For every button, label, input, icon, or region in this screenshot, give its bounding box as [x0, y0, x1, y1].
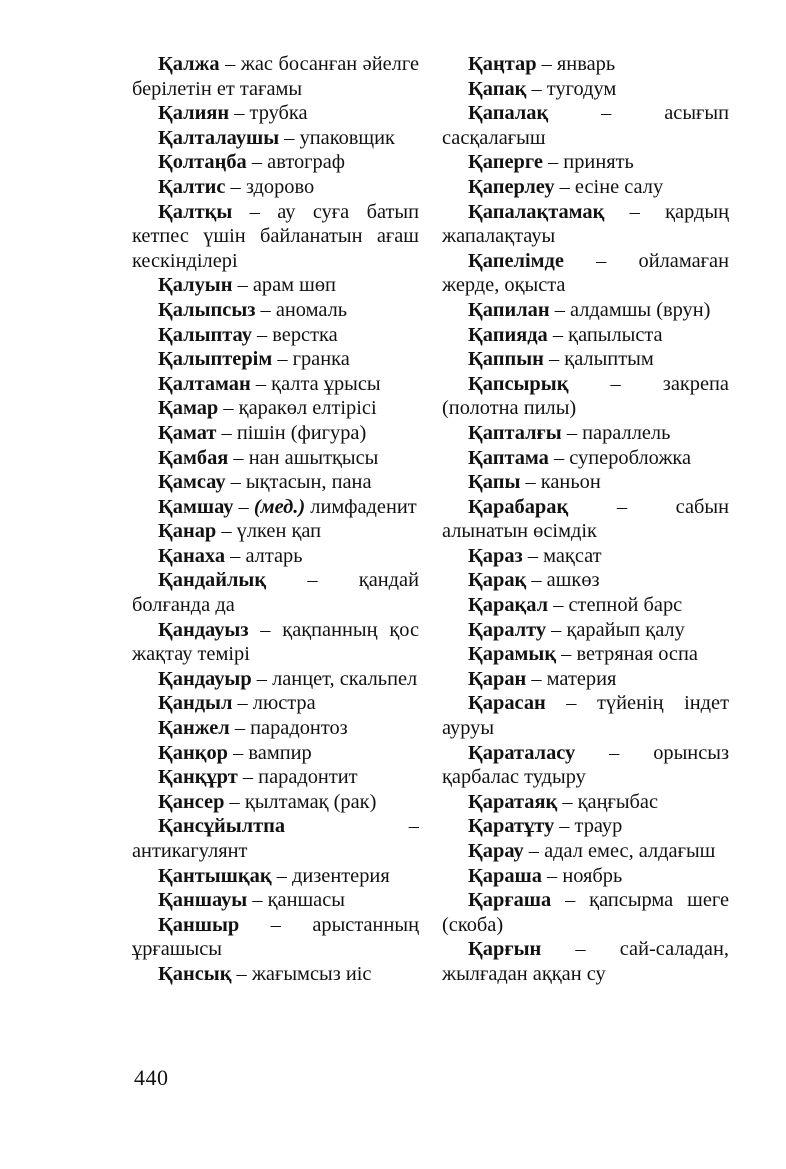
entry-headword: Қарақ [468, 569, 527, 592]
entry-definition: мақсат [543, 544, 602, 567]
entry-definition: люстра [252, 692, 316, 715]
dictionary-entry [442, 323, 729, 348]
entry-separator: – [545, 692, 597, 715]
entry-separator: – [229, 717, 251, 740]
entry-separator: – [546, 618, 567, 641]
dictionary-entry [132, 273, 419, 298]
page-number: 440 [134, 1065, 169, 1090]
entry-headword: Қамбая [158, 446, 229, 469]
entry-separator: – [225, 471, 246, 494]
dictionary-entry [132, 568, 419, 617]
dictionary-entry [132, 298, 419, 323]
entry-definition: алтарь [245, 544, 303, 567]
dictionary-entry [442, 667, 729, 692]
entry-headword: Қандыл [158, 692, 233, 715]
entry-separator: – [225, 175, 246, 198]
entry-headword: Қалталаушы [158, 126, 280, 149]
entry-headword: Қапелімде [468, 249, 564, 272]
dictionary-entry [132, 52, 419, 101]
entry-headword: Қамсау [158, 471, 226, 494]
dictionary-entry [132, 741, 419, 766]
entry-definition: қылтамақ (рак) [244, 790, 377, 813]
entry-definition: тугодум [546, 77, 617, 100]
entry-headword: Қарғаша [468, 889, 552, 912]
entry-definition: январь [556, 53, 616, 75]
dictionary-entry [132, 470, 419, 495]
entry-definition: парадонтоз [250, 717, 348, 740]
entry-definition: алдамшы (врун) [569, 298, 711, 321]
entry-definition: ланцет, скальпел [272, 667, 418, 690]
entry-separator: – [237, 766, 259, 789]
entry-definition: арыстанның ұрғашысы [132, 913, 419, 961]
entry-separator: – [520, 471, 541, 494]
entry-separator: – [526, 667, 547, 690]
entry-definition: закрепа (полотна пилы) [442, 372, 729, 420]
dictionary-entry [442, 347, 729, 372]
entry-headword: Қанқор [158, 741, 229, 764]
entry-separator: – [251, 323, 273, 346]
entry-usage-label: (мед.) [253, 495, 306, 518]
entry-separator: – [604, 200, 666, 223]
entry-definition: қалыптым [564, 348, 654, 371]
entry-headword: Қамар [158, 397, 219, 420]
entry-definition: қалта ұрысы [271, 372, 381, 395]
entry-headword: Қанаха [158, 544, 226, 567]
entry-headword: Қалыпсыз [158, 298, 256, 321]
entry-separator: – [246, 151, 268, 174]
entry-headword: Қалыптау [158, 323, 252, 346]
entry-definition: трубка [249, 102, 308, 125]
entry-definition: қақпанның қос жақтау темірі [132, 618, 419, 666]
dictionary-entry [442, 568, 729, 593]
entry-separator: – [285, 815, 419, 838]
entry-separator: – [228, 741, 249, 764]
entry-definition: қаншасы [267, 889, 345, 912]
entry-separator: – [563, 249, 639, 272]
entry-separator: – [229, 102, 250, 125]
entry-separator: – [548, 446, 570, 469]
entry-headword: Қолтаңба [158, 151, 247, 174]
entry-definition: ау суға батып кетпес үшін байланатын ағаш кескінділері [132, 200, 419, 272]
entry-separator: – [526, 77, 547, 100]
dictionary-entry [442, 175, 729, 200]
entry-definition: жағымсыз иіс [251, 962, 372, 985]
dictionary-entry [132, 544, 419, 569]
dictionary-entry [442, 937, 729, 986]
entry-separator: – [251, 667, 273, 690]
entry-definition: түйенің індет ауруы [442, 692, 729, 740]
dictionary-entry [442, 446, 729, 471]
dictionary-entry [132, 101, 419, 126]
entry-separator: – [231, 962, 252, 985]
dictionary-entry [442, 888, 729, 937]
dictionary-entry [442, 150, 729, 175]
entry-definition: каньон [540, 471, 601, 494]
entry-headword: Қапталғы [468, 421, 562, 444]
entry-headword: Қарақал [468, 594, 549, 617]
entry-headword: Қарамық [468, 643, 557, 666]
entry-headword: Қаратаяқ [468, 790, 558, 813]
entry-definition: параллель [582, 421, 671, 444]
dictionary-entry [132, 323, 419, 348]
entry-separator: – [247, 889, 268, 912]
entry-definition: ветряная оспа [576, 643, 698, 666]
entry-separator: – [233, 495, 254, 518]
entry-separator: – [225, 544, 246, 567]
entry-definition: суперобложка [569, 446, 692, 469]
entry-headword: Қамат [158, 421, 217, 444]
entry-headword: Қансұйылтпа [158, 815, 286, 838]
entry-headword: Қарабарақ [468, 495, 569, 518]
entry-definition: арам шөп [252, 274, 336, 297]
entry-definition: үлкен қап [236, 520, 322, 543]
dictionary-entry [442, 77, 729, 102]
dictionary-entry [132, 888, 419, 913]
entry-definition: есіне салу [574, 175, 664, 198]
dictionary-entry [442, 101, 729, 150]
dictionary-entry [442, 741, 729, 790]
entry-separator: – [232, 274, 253, 297]
entry-definition: дизентерия [291, 864, 390, 887]
entry-separator: – [232, 692, 253, 715]
dictionary-entry [442, 421, 729, 446]
dictionary-entry [442, 52, 729, 77]
dictionary-entry [132, 691, 419, 716]
dictionary-entry [442, 495, 729, 544]
entry-definition: лимфаденит [310, 495, 417, 518]
entry-separator: – [575, 741, 654, 764]
entry-separator: – [549, 298, 570, 321]
entry-definition: здорово [245, 175, 315, 198]
entry-separator: – [279, 126, 300, 149]
dictionary-entry [132, 150, 419, 175]
entry-headword: Қалыптерім [158, 348, 273, 371]
entry-headword: Қапияда [468, 323, 548, 346]
entry-definition: вампир [248, 741, 312, 764]
dictionary-entry [132, 519, 419, 544]
dictionary-entry [442, 839, 729, 864]
dictionary-entry [132, 913, 419, 962]
dictionary-entry [442, 618, 729, 643]
entry-definition: нан ашытқысы [248, 446, 379, 469]
dictionary-entry [442, 372, 729, 421]
entry-definition: қарайып қалу [566, 618, 685, 641]
entry-definition: ашкөз [546, 569, 600, 592]
entry-headword: Қарасан [468, 692, 546, 715]
entry-headword: Қалтаман [158, 372, 251, 395]
entry-headword: Қанжел [158, 717, 230, 740]
entry-separator: – [556, 643, 577, 666]
dictionary-entry [132, 175, 419, 200]
entry-separator: – [551, 889, 590, 912]
dictionary-entry [442, 864, 729, 889]
entry-definition: сабын алынатын өсімдік [442, 495, 729, 543]
entry-separator: – [255, 298, 276, 321]
entry-headword: Қаперге [468, 151, 543, 174]
entry-headword: Қаншыр [158, 913, 240, 936]
entry-separator: – [557, 790, 578, 813]
entry-definition: асығып сасқалағыш [442, 102, 729, 149]
dictionary-entry [132, 126, 419, 151]
dictionary-entry [442, 544, 729, 569]
entry-definition: орынсыз қарбалас тудыру [442, 741, 729, 789]
entry-headword: Қандауыз [158, 618, 249, 641]
entry-headword: Қараша [468, 864, 542, 887]
entry-separator: – [523, 840, 545, 862]
entry-headword: Қанқұрт [158, 766, 238, 789]
entry-separator: – [548, 102, 665, 125]
entry-headword: Қаперлеу [468, 175, 555, 198]
entry-definition: сай-саладан, жылғадан аққан су [442, 938, 729, 985]
entry-headword: Қандайлық [158, 569, 267, 592]
dictionary-entry [442, 593, 729, 618]
entry-definition: пішін (фигура) [236, 421, 367, 444]
entry-definition: антикагулянт [132, 840, 248, 862]
entry-separator: – [541, 938, 620, 961]
entry-separator: – [536, 53, 557, 75]
entry-headword: Қаратұту [468, 815, 555, 838]
entry-separator: – [218, 397, 239, 420]
entry-definition: верстка [272, 323, 338, 346]
dictionary-entry [442, 790, 729, 815]
entry-headword: Қапақ [468, 77, 527, 100]
dictionary-entry [442, 298, 729, 323]
dictionary-entry [132, 495, 419, 520]
entry-separator: – [216, 421, 237, 444]
entry-headword: Қамшау [158, 495, 234, 518]
dictionary-entry [132, 618, 419, 667]
entry-headword: Қапы [468, 471, 521, 494]
entry-definition: қапсырма шеге (скоба) [442, 889, 730, 936]
entry-definition: гранка [292, 348, 350, 371]
entry-definition: ойламаған жерде, оқыста [442, 249, 729, 297]
entry-headword: Қарау [468, 840, 524, 862]
entry-definition: қаракөл елтірісі [238, 397, 377, 420]
entry-definition: автограф [267, 151, 345, 174]
entry-separator: – [526, 569, 547, 592]
entry-separator: – [568, 495, 676, 518]
dictionary-entry [442, 642, 729, 667]
entry-definition: ноябрь [562, 864, 623, 887]
entry-separator: – [548, 594, 569, 617]
dictionary-entry [442, 200, 729, 249]
left-column [132, 52, 419, 987]
dictionary-entry [132, 421, 419, 446]
dictionary-entry [132, 814, 419, 863]
entry-definition: жас босанған әйелге берілетін ет тағамы [132, 53, 419, 100]
entry-headword: Қараз [468, 544, 523, 567]
entry-separator: – [232, 200, 278, 223]
right-column [442, 52, 729, 987]
entry-headword: Қалтқы [158, 200, 233, 223]
entry-separator: – [554, 815, 575, 838]
entry-separator: – [248, 618, 283, 641]
entry-definition: ықтасын, пана [245, 471, 372, 494]
entry-headword: Қараталасу [468, 741, 576, 764]
entry-headword: Қалтис [158, 175, 226, 198]
entry-separator: – [543, 348, 565, 371]
entry-headword: Қапалақ [468, 102, 549, 125]
entry-separator: – [219, 53, 241, 75]
entry-headword: Қансер [158, 790, 225, 813]
entry-headword: Қалуын [158, 274, 233, 297]
entry-separator: – [224, 790, 245, 813]
entry-separator: – [250, 372, 272, 395]
entry-definition: упаковщик [299, 126, 395, 149]
entry-separator: – [228, 446, 249, 469]
dictionary-entry [132, 200, 419, 274]
entry-separator: – [554, 175, 575, 198]
dictionary-entry [132, 446, 419, 471]
entry-headword: Қапилан [468, 298, 550, 321]
entry-separator: – [272, 348, 293, 371]
entry-headword: Қандауыр [158, 667, 252, 690]
entry-definition: парадонтит [258, 766, 358, 789]
entry-headword: Қаншауы [158, 889, 248, 912]
entry-definition: адал емес, алдағыш [544, 840, 716, 862]
entry-separator: – [239, 913, 313, 936]
entry-headword: Қансық [158, 962, 232, 985]
dictionary-entry [132, 765, 419, 790]
entry-separator: – [522, 544, 544, 567]
dictionary-entry [132, 962, 419, 987]
entry-separator: – [216, 520, 237, 543]
entry-separator: – [271, 864, 292, 887]
entry-headword: Қантышқақ [158, 864, 272, 887]
entry-definition: траур [574, 815, 623, 838]
entry-headword: Қалжа [158, 53, 220, 75]
entry-headword: Қаптама [468, 446, 549, 469]
entry-separator: – [541, 864, 563, 887]
entry-definition: қардың жапалақтауы [442, 200, 729, 248]
dictionary-entry [132, 347, 419, 372]
entry-headword: Қапалақтамақ [468, 200, 605, 223]
dictionary-entry [442, 691, 729, 740]
entry-headword: Қанар [158, 520, 217, 543]
dictionary-entry [132, 372, 419, 397]
entry-headword: Қалиян [158, 102, 230, 125]
dictionary-entry [132, 667, 419, 692]
entry-headword: Қаралту [468, 618, 547, 641]
entry-headword: Қарғын [468, 938, 542, 961]
dictionary-entry [132, 716, 419, 741]
dictionary-entry [442, 814, 729, 839]
entry-definition: материя [546, 667, 617, 690]
entry-definition: қапылыста [568, 323, 663, 346]
entry-definition: қандай болғанда да [132, 569, 419, 617]
entry-separator: – [547, 323, 569, 346]
entry-separator: – [266, 569, 359, 592]
entry-definition: степной барс [568, 594, 683, 617]
dictionary-entry [442, 470, 729, 495]
entry-separator: – [568, 372, 663, 395]
dictionary-entry [442, 249, 729, 298]
dictionary-entry [132, 864, 419, 889]
entry-definition: аномаль [275, 298, 348, 321]
entry-separator: – [542, 151, 564, 174]
entry-headword: Қапсырық [468, 372, 569, 395]
dictionary-entry [132, 396, 419, 421]
entry-definition: принять [563, 151, 634, 174]
entry-headword: Қаңтар [468, 53, 537, 75]
dictionary-entry [132, 790, 419, 815]
entry-headword: Қаран [468, 667, 527, 690]
entry-separator: – [561, 421, 583, 444]
entry-definition: қаңғыбас [577, 790, 659, 813]
entry-headword: Қаппын [468, 348, 544, 371]
